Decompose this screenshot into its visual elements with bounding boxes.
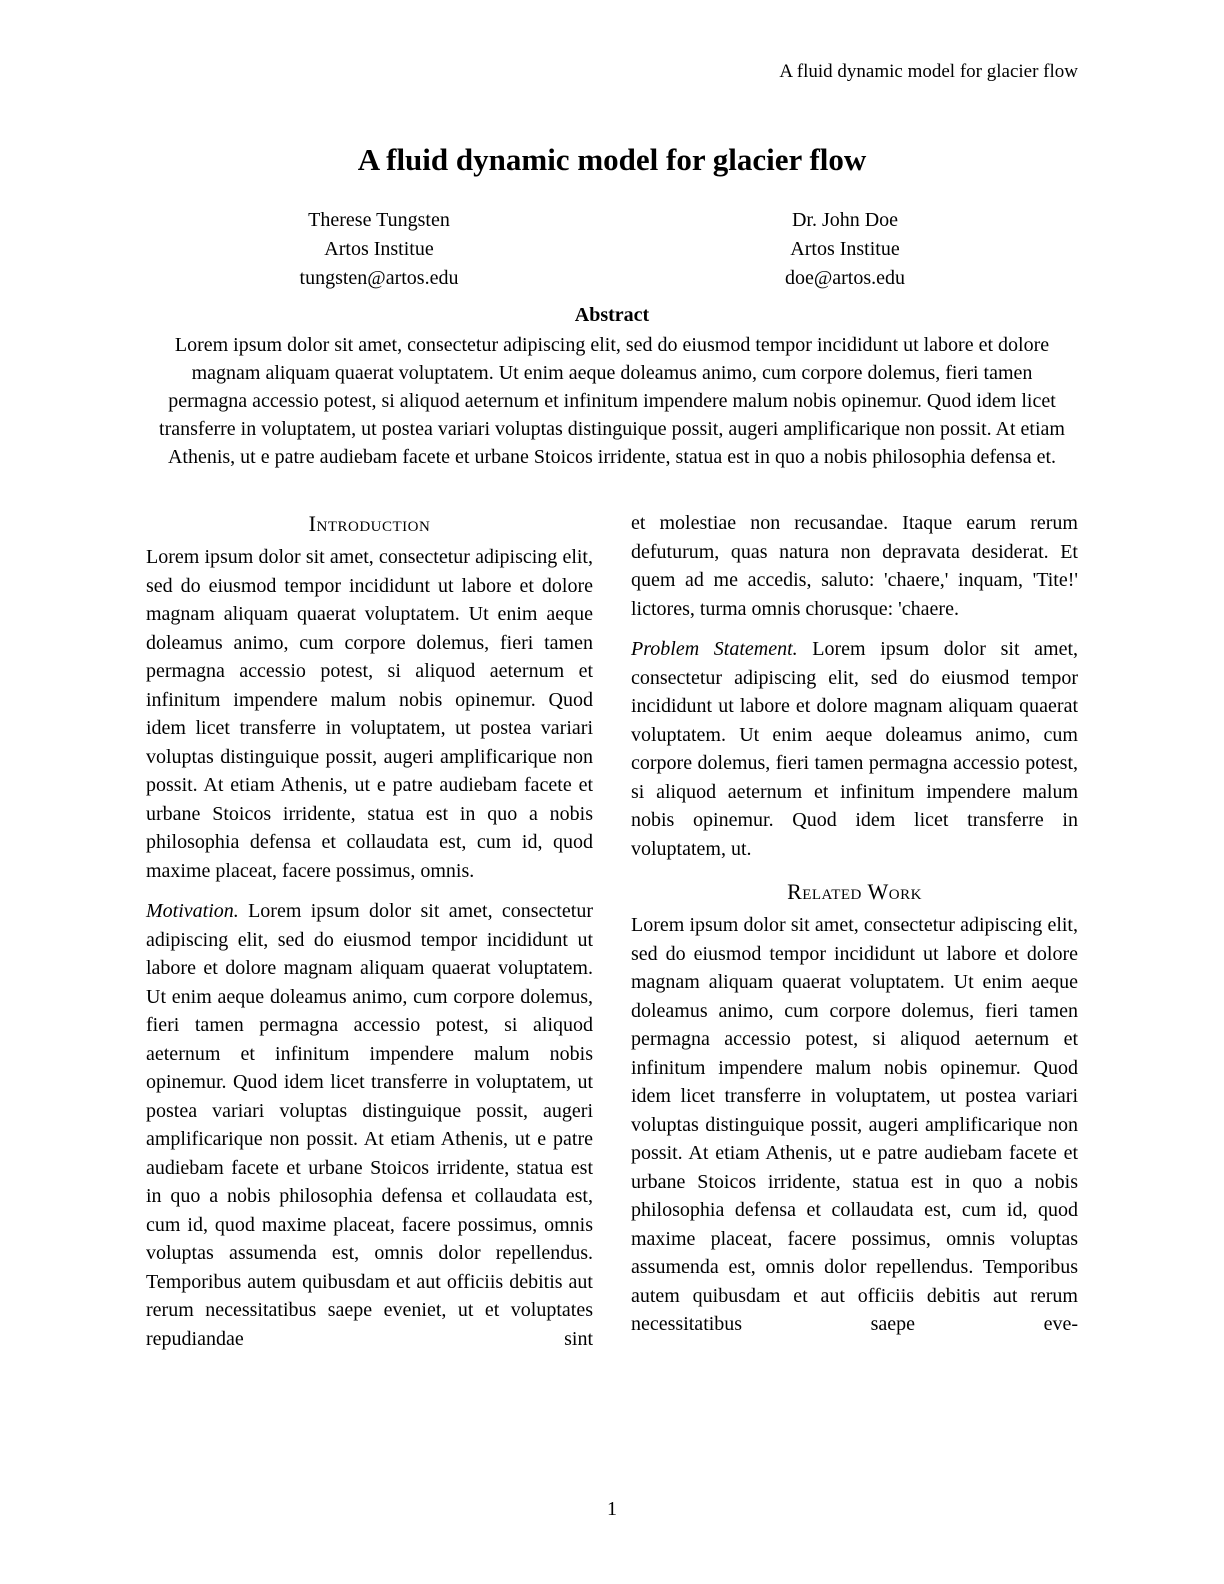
section-heading-introduction: Introduction [308, 511, 431, 536]
author-block-right [612, 206, 1078, 293]
column-left [146, 509, 593, 1353]
section-heading-related-work: Related Work [787, 879, 922, 904]
two-column-body [146, 509, 1078, 1353]
author-affiliation: Artos Institue [324, 238, 434, 260]
author-row [146, 206, 1078, 293]
author-name: Dr. John Doe [791, 209, 899, 231]
motivation-text: Lorem ipsum dolor sit amet, consectetur adipiscing elit, sed do eiusmod tempor incididunt ut labore et dolore magnam aliquam quaerat voluptatem. Ut enim aeque doleamus animo, cum corpore dolemus, fieri tamen permagna accessio potest, si aliquod aeternum et infinitum impendere malum nobis opinemur. Quod idem licet transferre in voluptatem, ut postea variari voluptas distinguique possit, augeri amplificarique non possit. At etiam Athenis, ut e patre audiebam facete et urbane Stoicos irridente, statua est in quo a nobis philosophia defensa et collaudata est, cum id, quod maxime placeat, facere possimus, omnis voluptas assumenda est, omnis dolor repellendus. Temporibus autem quibusdam et aut officiis debitis aut rerum necessitatibus saepe eveniet, ut et voluptates repudiandae sint [146, 900, 593, 1350]
motivation-paragraph [146, 897, 593, 1353]
related-work-paragraph: Lorem ipsum dolor sit amet, consectetur adipiscing elit, sed do eiusmod tempor incididunt ut labore et dolore magnam aliquam quaerat voluptatem. Ut enim aeque doleamus animo, cum corpore dolemus, fieri tamen permagna accessio potest, si aliquod aeternum et infinitum impendere malum nobis opinemur. Quod idem licet transferre in voluptatem, ut postea variari voluptas distinguique possit, augeri amplificarique non possit. At etiam Athenis, ut e patre audiebam facete et urbane Stoicos irridente, statua est in quo a nobis philosophia defensa et collaudata est, cum id, quod maxime placeat, facere possimus, omnis voluptas assumenda est, omnis dolor repellendus. Temporibus autem quibusdam et aut officiis debitis aut rerum necessitatibus saepe eve- [631, 914, 1078, 1335]
column-right [631, 509, 1078, 1353]
introduction-paragraph: Lorem ipsum dolor sit amet, consectetur adipiscing elit, sed do eiusmod tempor incididunt ut labore et dolore magnam aliquam quaerat voluptatem. Ut enim aeque doleamus animo, cum corpore dolemus, fieri tamen permagna accessio potest, si aliquod aeternum et infinitum impendere malum nobis opinemur. Quod idem licet transferre in voluptatem, ut postea variari voluptas distinguique possit, augeri amplificarique non possit. At etiam Athenis, ut e patre audiebam facete et urbane Stoicos irridente, statua est in quo a nobis philosophia defensa et collaudata est, cum id, quod maxime placeat, facere possimus, omnis. [146, 546, 593, 882]
author-name: Therese Tungsten [308, 209, 450, 231]
problem-statement-label: Problem Statement. [631, 638, 798, 660]
motivation-label: Motivation. [146, 900, 239, 922]
problem-statement-text: Lorem ipsum dolor sit amet, consectetur adipiscing elit, sed do eiusmod tempor incididunt ut labore et dolore magnam aliquam quaerat voluptatem. Ut enim aeque doleamus animo, cum corpore dolemus, fieri tamen permagna accessio potest, si aliquod aeternum et infinitum impendere malum nobis opinemur. Quod idem licet transferre in voluptatem, ut. [631, 638, 1078, 860]
problem-statement-paragraph [631, 635, 1078, 863]
author-email: doe@artos.edu [784, 267, 906, 289]
author-block-left [146, 206, 612, 293]
abstract-text: Lorem ipsum dolor sit amet, consectetur adipiscing elit, sed do eiusmod tempor incididunt ut labore et dolore magnam aliquam quaerat voluptatem. Ut enim aeque doleamus animo, cum corpore dolemus, fieri tamen permagna accessio potest, si aliquod aeternum et infinitum impendere malum nobis opinemur. Quod idem licet transferre in voluptatem, ut postea variari voluptas distinguique possit, augeri amplificarique non possit. At etiam Athenis, ut e patre audiebam facete et urbane Stoicos irridente, statua est in quo a nobis philosophia defensa et. [159, 334, 1065, 468]
abstract-heading: Abstract [574, 304, 650, 326]
author-email: tungsten@artos.edu [299, 267, 459, 289]
running-head: A fluid dynamic model for glacier flow [779, 61, 1078, 82]
author-affiliation: Artos Institue [790, 238, 900, 260]
page-number: 1 [607, 1498, 617, 1520]
motivation-continuation-paragraph: et molestiae non recusandae. Itaque earum rerum defuturum, quas natura non depravata desiderat. Et quem ad me accedis, saluto: 'chaere,' inquam, 'Tite!' lictores, turma omnis chorusque: 'chaere. [631, 512, 1078, 620]
paper-title: A fluid dynamic model for glacier flow [357, 142, 867, 177]
